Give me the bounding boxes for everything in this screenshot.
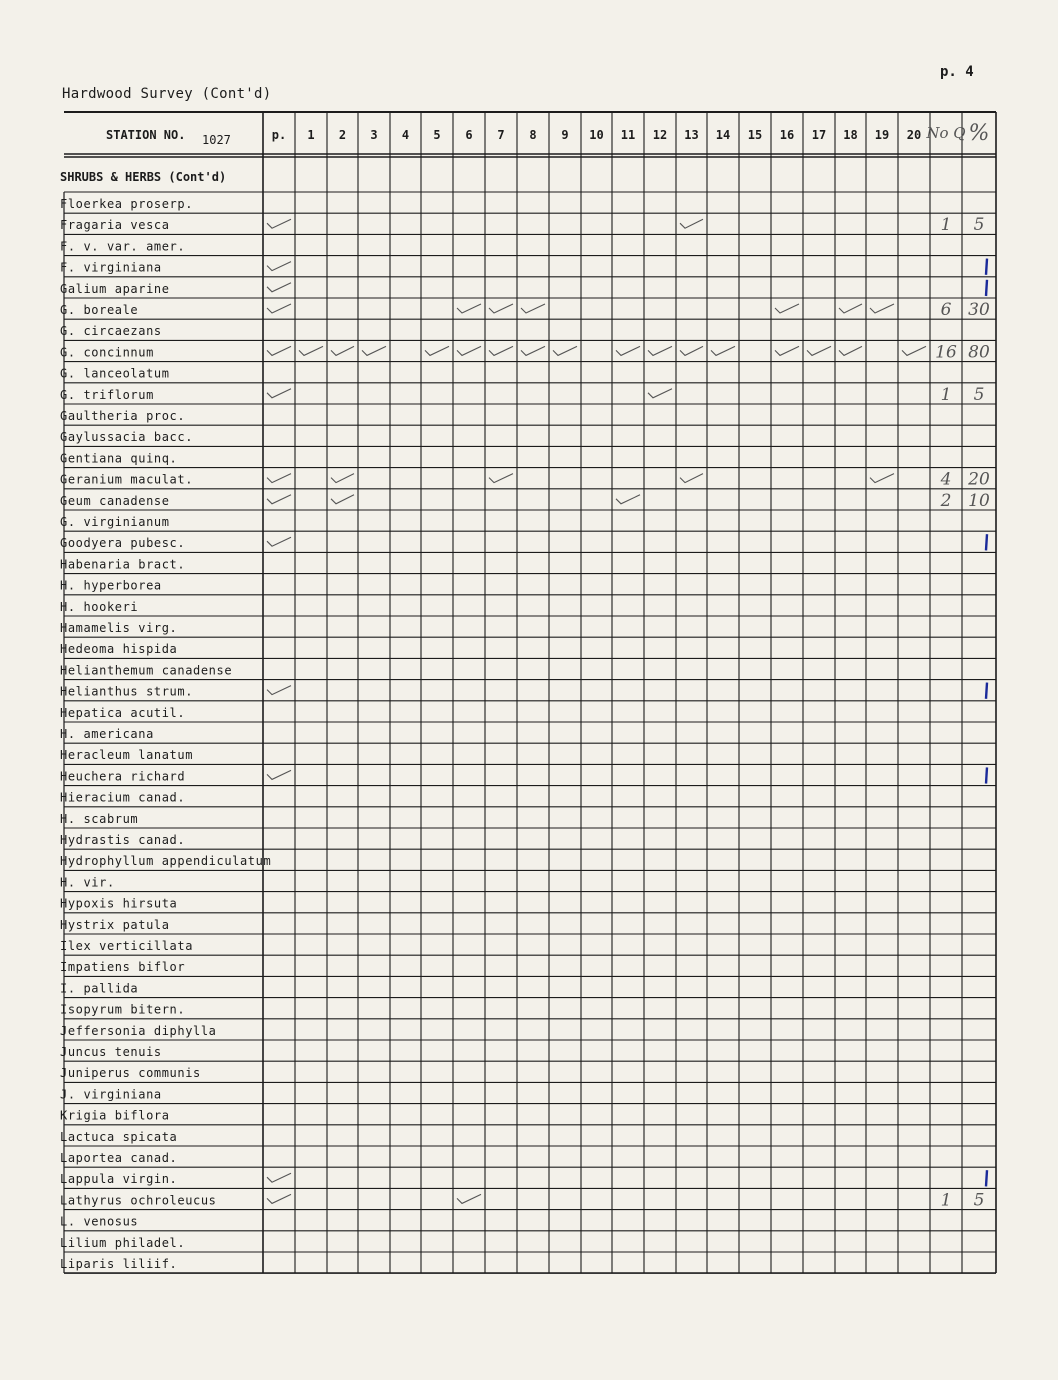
column-header-16: 16 xyxy=(779,128,795,142)
frequency-percent: 5 xyxy=(973,1190,985,1211)
species-name: G. concinnum xyxy=(60,345,154,360)
species-name: Lilium philadel. xyxy=(60,1235,186,1250)
survey-title: Hardwood Survey (Cont'd) xyxy=(62,86,272,102)
column-header-10: 10 xyxy=(589,128,604,142)
species-name: Helianthemum canadense xyxy=(60,663,233,678)
species-name: Hepatica acutil. xyxy=(60,705,186,720)
check-mark xyxy=(839,304,862,313)
occurrence-count: 1 xyxy=(940,1190,952,1211)
column-header-pp: p. xyxy=(271,128,287,142)
column-header-15: 15 xyxy=(747,128,763,142)
species-name: Geranium maculat. xyxy=(60,472,194,487)
column-header-19: 19 xyxy=(874,128,890,142)
species-name: G. boreale xyxy=(60,303,139,317)
column-header-14: 14 xyxy=(715,128,731,142)
blue-tally-mark xyxy=(986,683,987,699)
check-mark xyxy=(775,346,799,355)
occurrence-count: 2 xyxy=(940,490,952,511)
check-mark xyxy=(267,346,291,355)
species-name: Lappula virgin. xyxy=(60,1172,178,1187)
column-header-6: 6 xyxy=(465,128,473,142)
column-header-17: 17 xyxy=(811,128,827,142)
column-header-7: 7 xyxy=(497,128,505,142)
check-mark xyxy=(267,686,291,695)
column-header-8: 8 xyxy=(529,128,537,142)
check-mark xyxy=(267,304,291,313)
check-mark xyxy=(267,1194,291,1203)
check-mark xyxy=(775,304,799,313)
species-name: Liparis liliif. xyxy=(60,1257,178,1271)
column-header-9: 9 xyxy=(561,128,569,142)
species-name: H. vir. xyxy=(60,875,115,890)
check-mark xyxy=(362,346,386,355)
frequency-percent: 5 xyxy=(973,215,985,236)
species-name: Krigia biflora xyxy=(60,1108,170,1123)
blue-tally-mark xyxy=(986,259,987,275)
check-mark xyxy=(457,346,481,355)
column-header-11: 11 xyxy=(620,128,636,142)
species-name: H. hyperborea xyxy=(60,578,162,593)
species-name: Gaultheria proc. xyxy=(60,409,186,423)
frequency-percent: 5 xyxy=(973,384,985,405)
species-name: Gaylussacia bacc. xyxy=(60,430,194,445)
column-header-4: 4 xyxy=(401,128,410,142)
occurrence-count: 1 xyxy=(940,384,952,405)
check-mark xyxy=(870,474,894,483)
species-name: Lathyrus ochroleucus xyxy=(60,1193,217,1208)
station-number: 1027 xyxy=(202,133,231,147)
check-mark xyxy=(553,346,577,355)
column-header-13: 13 xyxy=(684,128,699,142)
species-name: Galium aparine xyxy=(60,281,170,296)
species-name: Hystrix patula xyxy=(60,917,170,932)
species-name: Jeffersonia diphylla xyxy=(60,1023,217,1038)
species-name: I. pallida xyxy=(60,981,139,996)
check-mark xyxy=(331,474,354,483)
column-header-1: 1 xyxy=(307,128,315,142)
species-name: Hamamelis virg. xyxy=(60,621,178,635)
percent-column-header: % xyxy=(968,121,990,146)
blue-tally-mark xyxy=(986,534,987,550)
frequency-percent: 20 xyxy=(968,469,990,490)
check-mark xyxy=(680,474,703,483)
station-label: STATION NO. xyxy=(106,128,186,142)
check-mark xyxy=(267,537,291,546)
frequency-percent: 80 xyxy=(968,342,990,363)
section-label: SHRUBS & HERBS (Cont'd) xyxy=(60,170,227,184)
column-header-12: 12 xyxy=(652,128,668,142)
species-name: Lactuca spicata xyxy=(60,1129,178,1144)
check-mark xyxy=(267,474,291,483)
species-name: Heuchera richard xyxy=(60,769,186,784)
blue-tally-mark xyxy=(986,767,987,783)
check-mark xyxy=(331,495,354,504)
page-number: p. 4 xyxy=(940,64,974,80)
species-name: Hypoxis hirsuta xyxy=(60,896,178,911)
check-mark xyxy=(870,304,894,313)
species-name: Gentiana quinq. xyxy=(60,451,178,466)
species-name: Habenaria bract. xyxy=(60,557,186,572)
species-name: Juniperus communis xyxy=(60,1066,201,1081)
species-name: Fragaria vesca xyxy=(60,218,170,233)
check-mark xyxy=(267,262,291,271)
species-name: H. scabrum xyxy=(60,811,139,826)
count-column-header: No Q xyxy=(926,124,966,142)
species-name: Geum canadense xyxy=(60,493,170,508)
species-name: Heracleum lanatum xyxy=(60,748,194,763)
check-mark xyxy=(267,770,291,779)
species-name: Goodyera pubesc. xyxy=(60,536,186,551)
check-mark xyxy=(489,474,513,483)
check-mark xyxy=(521,346,545,355)
check-mark xyxy=(711,346,735,355)
check-mark xyxy=(807,346,831,355)
check-mark xyxy=(616,495,640,504)
check-mark xyxy=(331,346,354,355)
check-mark xyxy=(267,389,291,398)
check-mark xyxy=(489,304,513,313)
species-name: F. v. var. amer. xyxy=(60,239,186,254)
check-mark xyxy=(267,283,291,292)
species-name: Juncus tenuis xyxy=(60,1045,162,1059)
species-name: Floerkea proserp. xyxy=(60,197,194,211)
species-name: F. virginiana xyxy=(60,260,162,275)
column-header-20: 20 xyxy=(906,128,922,142)
check-mark xyxy=(299,346,323,355)
check-mark xyxy=(680,346,703,355)
species-name: G. virginianum xyxy=(60,515,170,529)
species-name: Isopyrum bitern. xyxy=(60,1002,186,1017)
column-header-18: 18 xyxy=(843,128,858,142)
column-header-5: 5 xyxy=(433,128,441,142)
species-name: Hydrophyllum appendiculatum xyxy=(60,854,272,869)
occurrence-count: 1 xyxy=(940,215,952,236)
check-mark xyxy=(521,304,545,313)
species-name: H. hookeri xyxy=(60,599,139,614)
column-header-2: 2 xyxy=(338,128,347,142)
species-name: H. americana xyxy=(60,727,154,741)
check-mark xyxy=(425,346,449,355)
check-mark xyxy=(648,389,672,398)
check-mark xyxy=(648,346,672,355)
species-name: Laportea canad. xyxy=(60,1151,178,1165)
occurrence-count: 6 xyxy=(940,300,952,320)
frequency-percent: 10 xyxy=(968,490,990,511)
species-name: Ilex verticillata xyxy=(60,939,194,953)
check-mark xyxy=(457,304,481,313)
blue-tally-mark xyxy=(986,280,987,296)
species-name: G. circaezans xyxy=(60,324,162,339)
column-header-3: 3 xyxy=(370,128,378,142)
species-name: Impatiens biflor xyxy=(60,960,186,975)
species-name: Hieracium canad. xyxy=(60,790,186,805)
occurrence-count: 4 xyxy=(940,469,952,490)
species-name: G. triflorum xyxy=(60,387,154,402)
check-mark xyxy=(902,346,926,355)
species-name: Hedeoma hispida xyxy=(60,642,178,657)
check-mark xyxy=(616,346,640,355)
check-mark xyxy=(267,219,291,228)
check-mark xyxy=(489,346,513,355)
occurrence-count: 16 xyxy=(935,342,957,363)
blue-tally-mark xyxy=(986,1170,987,1186)
species-name: Helianthus strum. xyxy=(60,684,194,699)
check-mark xyxy=(839,346,862,355)
species-name: Hydrastis canad. xyxy=(60,833,186,847)
frequency-percent: 30 xyxy=(968,300,990,320)
check-mark xyxy=(267,495,291,504)
species-name: L. venosus xyxy=(60,1214,139,1229)
check-mark xyxy=(267,1173,291,1182)
check-mark xyxy=(680,219,703,228)
species-name: G. lanceolatum xyxy=(60,366,170,381)
check-mark xyxy=(457,1194,481,1203)
species-name: J. virginiana xyxy=(60,1087,162,1102)
